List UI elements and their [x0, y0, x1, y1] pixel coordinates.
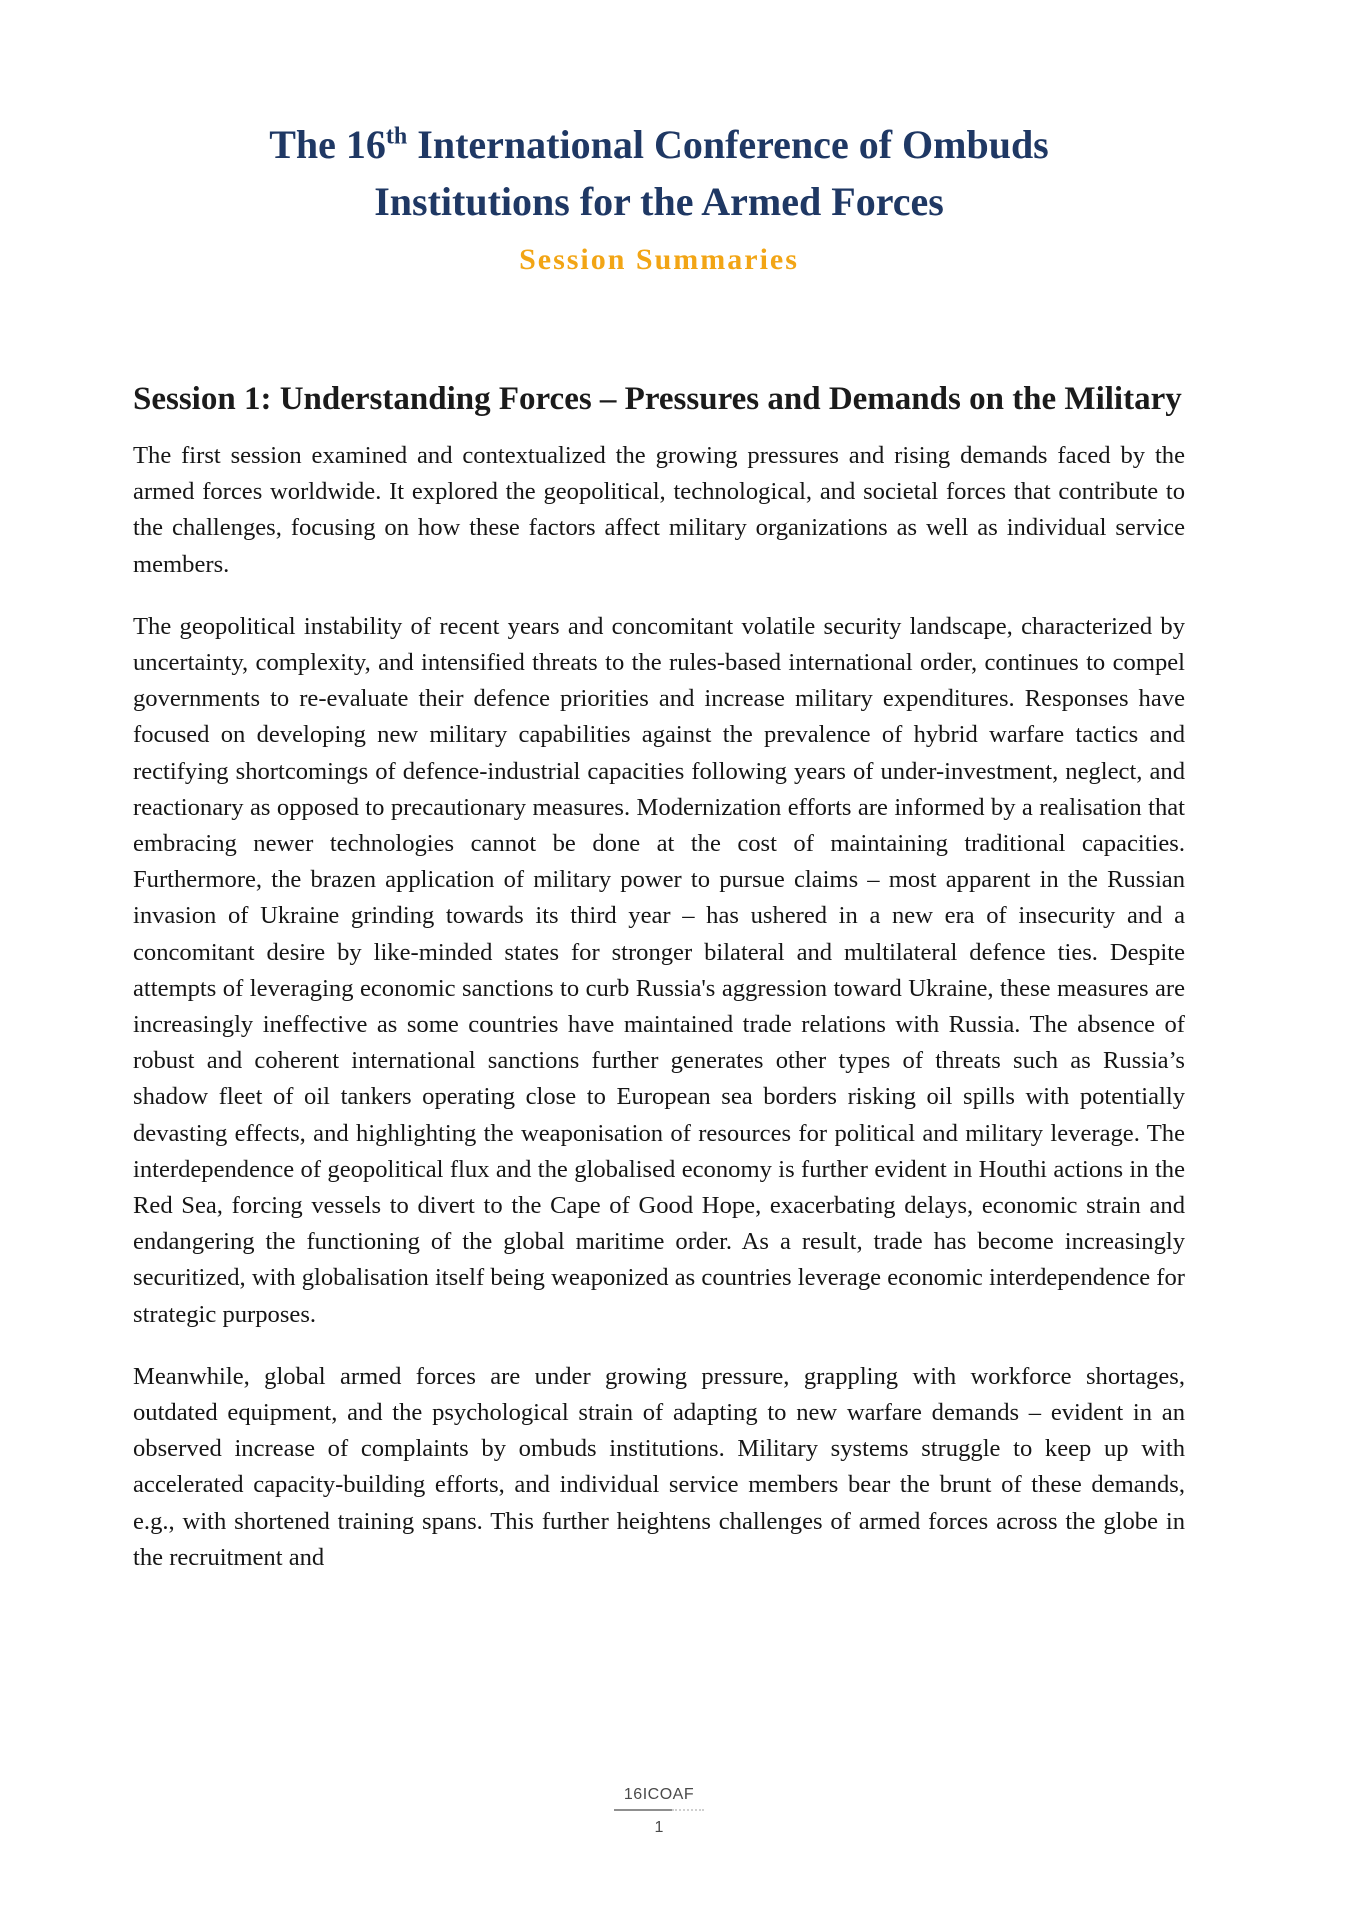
title-prefix: The 16 [269, 122, 386, 167]
footer-rule-light-segment [672, 1809, 704, 1811]
footer-page-number: 1 [654, 1819, 664, 1836]
ordinal-superscript: th [385, 123, 408, 150]
paragraph: Meanwhile, global armed forces are under growing pressure, grappling with workforce shortages, outdated equipment, and the psychological strain of adapting to new warfare demands – evident in an observed increase of complaints by ombuds institutions. Military systems struggle to keep up with accelerated capacity-building efforts, and individual service members bear the brunt of these demands, e.g., with shortened training spans. This further heightens challenges of armed forces across the globe in the recruitment and [133, 1362, 1185, 1571]
footer-doc-code: 16ICOAF [623, 1786, 695, 1803]
section-body [133, 438, 1185, 1576]
paragraph: The geopolitical instability of recent years and concomitant volatile security landscape, characterized by uncertainty, complexity, and intensified threats to the rules-based international order, continues to compel governments to re-evaluate their defence priorities and increase military expenditures. Responses have focused on developing new military capabilities against the prevalence of hybrid warfare tactics and rectifying shortcomings of defence-industrial capacities following years of under-investment, neglect, and reactionary as opposed to precautionary measures. Modernization efforts are informed by a realisation that embracing newer technologies cannot be done at the cost of maintaining traditional capacities. Furthermore, the brazen application of military power to pursue claims – most apparent in the Russian invasion of Ukraine grinding towards its third year – has ushered in a new era of insecurity and a concomitant desire by like-minded states for stronger bilateral and multilateral defence ties. Despite attempts of leveraging economic sanctions to curb Russia's aggression toward Ukraine, these measures are increasingly ineffective as some countries have maintained trade relations with Russia. The absence of robust and coherent international sanctions further generates other types of threats such as Russia’s shadow fleet of oil tankers operating close to European sea borders risking oil spills with potentially devasting effects, and highlighting the weaponisation of resources for political and military leverage. The interdependence of geopolitical flux and the globalised economy is further evident in Houthi actions in the Red Sea, forcing vessels to divert to the Cape of Good Hope, exacerbating delays, economic strain and endangering the functioning of the global maritime order. As a result, trade has become increasingly securitized, with globalisation itself being weaponized as countries leverage economic interdependence for strategic purposes. [133, 612, 1185, 1328]
title-line-2: Institutions for the Armed Forces [374, 179, 944, 224]
footer-rule [614, 1809, 704, 1811]
document-subtitle: Session Summaries [519, 243, 799, 276]
page-footer [614, 1786, 704, 1837]
title-line-1 [269, 122, 1049, 167]
title-rest: International Conference of Ombuds [407, 122, 1049, 167]
paragraph: The first session examined and contextualized the growing pressures and rising demands faced by the armed forces worldwide. It explored the geopolitical, technological, and societal forces that contribute to the challenges, focusing on how these factors affect military organizations as well as individual service members. [133, 442, 1185, 578]
page-content [133, 116, 1185, 1576]
section-heading: Session 1: Understanding Forces – Pressures and Demands on the Military [133, 381, 1182, 417]
footer-rule-dark-segment [614, 1809, 672, 1811]
document-title [133, 116, 1185, 230]
